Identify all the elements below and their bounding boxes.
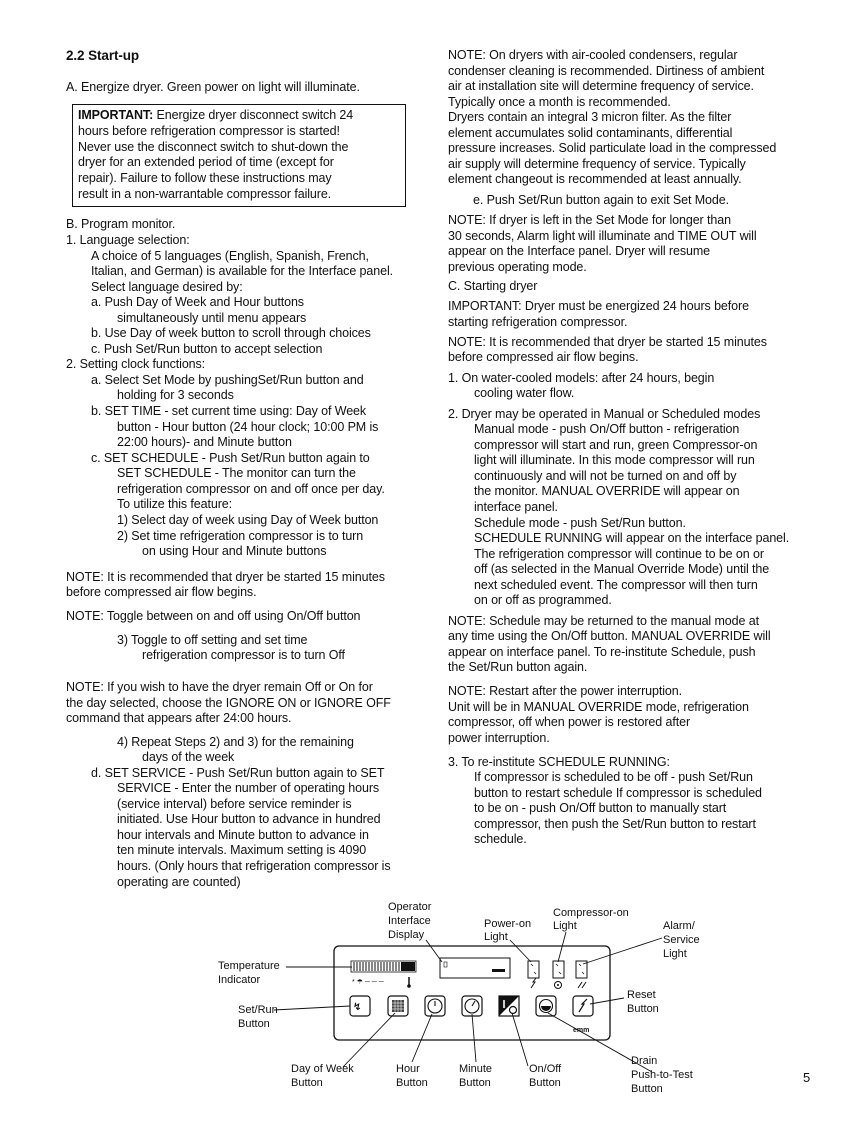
important-lead: IMPORTANT: [78,108,154,122]
label-day-of-week-2: Button [291,1077,323,1089]
substep-2: 2) Set time refrigeration compressor is to turn [117,529,364,543]
temperature-indicator [351,961,416,988]
c-item-3-line-2: button to restart schedule If compressor is scheduled [474,786,762,800]
c-item-3-line-3: to be on - push On/Off button to manually start [474,801,727,815]
right-note-timeout-3: appear on the Interface panel. Dryer will resume [448,244,711,258]
label-reset-2: Button [627,1003,659,1015]
step-c: C. Starting dryer [448,279,538,293]
important-line-2: hours before refrigeration compressor is started! [78,124,340,138]
item-2b: b. SET TIME - set current time using: Day of Week [91,404,367,418]
item-2d-cont-7: operating are counted) [117,875,241,889]
right-note-restart-3: compressor, off when power is restored after [448,715,691,729]
right-filter-3: pressure increases. Solid particulate load in the compressed [448,141,777,155]
right-note-condenser-3: air at installation site will determine frequency of service. [448,79,754,93]
c-item-2-line-6: interface panel. [474,500,558,514]
item-2a: a. Select Set Mode by pushingSet/Run button and [91,373,364,387]
right-filter-5: element changeout is recommended at least annually. [448,172,742,186]
svg-text:* ☂ ─ ─ ─: * ☂ ─ ─ ─ [352,979,384,986]
item-2d-cont-3: initiated. Use Hour button to advance in hundred [117,812,381,826]
c-item-2-line-5: the monitor. MANUAL OVERRIDE will appear on [474,484,740,498]
item-2d-cont-2: (service interval) before service reminder is [117,797,352,811]
c-item-2: 2. Dryer may be operated in Manual or Scheduled modes [448,407,761,421]
item-2d-cont-4: hour intervals and Minute button to advance in [117,828,369,842]
label-temperature-1: Temperature [218,960,280,972]
c-item-2-line-10: off (as selected in the Manual Override Mode) until the [474,562,770,576]
label-drain-3: Button [631,1083,663,1095]
set-run-button [350,996,370,1016]
important-line-5: repair). Failure to follow these instructions may [78,171,332,185]
label-set-run-1: Set/Run [238,1004,278,1016]
substep-4: 4) Repeat Steps 2) and 3) for the remaining [117,735,354,749]
important-line-6: result in a non-warrantable compressor failure. [78,187,332,201]
right-filter-4: air supply will determine frequency of service. Typically [448,157,746,171]
panel-outline [334,946,610,1040]
right-filter-1: Dryers contain an integral 3 micron filter. As the filter [448,110,732,124]
c-item-2-line-1: Manual mode - push On/Off button - refrigeration [474,422,740,436]
label-hour-2: Button [396,1077,428,1089]
c-item-2-line-8: SCHEDULE RUNNING will appear on the interface panel. [474,531,790,545]
compressor-on-light [553,961,564,989]
right-note-restart-4: power interruption. [448,731,550,745]
item-2d: d. SET SERVICE - Push Set/Run button again to SET [91,766,385,780]
drain-push-to-test-button [536,996,556,1016]
item-2e: e. Push Set/Run button again to exit Set Mode. [473,193,729,207]
minute-button [462,996,482,1016]
right-note-restart-2: Unit will be in MANUAL OVERRIDE mode, refrigeration [448,700,749,714]
item-1-line-1: A choice of 5 languages (English, Spanish, French, [91,249,369,263]
step-b: B. Program monitor. [66,217,176,231]
item-1b: b. Use Day of week button to scroll through choices [91,326,371,340]
label-set-run-2: Button [238,1018,270,1030]
c-item-2-line-7: Schedule mode - push Set/Run button. [474,516,686,530]
c-item-1-cont: cooling water flow. [474,386,575,400]
item-1-line-2: Italian, and German) is available for the Interface panel. [91,264,394,278]
day-of-week-button [388,996,408,1016]
label-alarm-1: Alarm/ [663,920,695,932]
right-note-timeout-2: 30 seconds, Alarm light will illuminate and TIME OUT will [448,229,757,243]
c-item-3: 3. To re-institute SCHEDULE RUNNING: [448,755,670,769]
label-alarm-3: Light [663,948,687,960]
c-item-3-line-4: compressor, then push the Set/Run button to restart [474,817,756,831]
c-item-2-line-12: on or off as programmed. [474,593,612,607]
page-number: 5 [803,1070,811,1085]
item-2a-cont: holding for 3 seconds [117,388,234,402]
important-text-1: Energize dryer disconnect switch 24 [153,108,354,122]
label-drain-1: Drain [631,1055,658,1067]
leader-lines [274,932,662,1072]
label-hour-1: Hour [396,1063,420,1075]
c-item-2-line-11: next scheduled event. The compressor will then turn [474,578,758,592]
label-operator-1: Operator [388,901,432,913]
item-1a: a. Push Day of Week and Hour buttons [91,295,304,309]
c-item-1: 1. On water-cooled models: after 24 hours, begin [448,371,715,385]
item-2c: c. SET SCHEDULE - Push Set/Run button again to [91,451,370,465]
item-1c: c. Push Set/Run button to accept selection [91,342,323,356]
label-compressor-on-1: Compressor-on [553,907,629,919]
label-temperature-2: Indicator [218,974,261,986]
item-2c-cont-1: SET SCHEDULE - The monitor can turn the [117,466,356,480]
item-1a-cont: simultaneously until menu appears [117,311,307,325]
right-note-restart-1: NOTE: Restart after the power interruption. [448,684,682,698]
right-note-start-2: before compressed air flow begins. [448,350,639,364]
item-1: 1. Language selection: [66,233,190,247]
right-note-schedule-1: NOTE: Schedule may be returned to the manual mode at [448,614,759,628]
important-line-3: Never use the disconnect switch to shut-down the [78,140,349,154]
label-alarm-2: Service [663,934,700,946]
c-item-3-line-5: schedule. [474,832,527,846]
label-on-off-1: On/Off [529,1063,562,1075]
label-minute-2: Button [459,1077,491,1089]
label-compressor-on-2: Light [553,920,577,932]
right-note-timeout-4: previous operating mode. [448,260,587,274]
note-3-line-3: command that appears after 24:00 hours. [66,711,292,725]
important-line-4: dryer for an extended period of time (except for [78,155,334,169]
note-3-line-1: NOTE: If you wish to have the dryer remain Off or On for [66,680,373,694]
power-on-light [528,961,539,988]
label-day-of-week-1: Day of Week [291,1063,354,1075]
right-note-schedule-3: appear on interface panel. To re-institute Schedule, push [448,645,756,659]
alarm-service-light [576,961,587,988]
brand-logo: emm [573,1027,590,1034]
label-operator-2: Interface [388,915,431,927]
item-2b-cont-1: button - Hour button (24 hour clock; 10:00 PM is [117,420,379,434]
label-operator-3: Display [388,929,425,941]
item-2d-cont-5: ten minute intervals. Maximum setting is 4090 [117,843,367,857]
note-2: NOTE: Toggle between on and off using On/Off button [66,609,361,623]
label-minute-1: Minute [459,1063,493,1075]
c-item-2-line-2: compressor will start and run, green Compressor-on [474,438,758,452]
hour-button [425,996,445,1016]
item-2c-cont-2: refrigeration compressor on and off once per day. [117,482,385,496]
label-reset-1: Reset [627,989,656,1001]
on-off-button [499,996,519,1016]
step-a: A. Energize dryer. Green power on light will illuminate. [66,80,360,94]
note-1-line-2: before compressed air flow begins. [66,585,257,599]
right-note-condenser-2: condenser cleaning is recommended. Dirtiness of ambient [448,64,765,78]
right-filter-2: element accumulates solid contaminants, differential [448,126,733,140]
label-on-off-2: Button [529,1077,561,1089]
right-note-start-1: NOTE: It is recommended that dryer be started 15 minutes [448,335,767,349]
right-note-schedule-4: the Set/Run button again. [448,660,588,674]
note-1-line-1: NOTE: It is recommended that dryer be started 15 minutes [66,570,385,584]
right-important-2: starting refrigeration compressor. [448,315,628,329]
svg-text:↯: ↯ [353,1002,362,1013]
item-2d-cont-6: hours. (Only hours that refrigeration compressor is [117,859,391,873]
item-2d-cont-1: SERVICE - Enter the number of operating hours [117,781,380,795]
c-item-2-line-3: light will illuminate. In this mode compressor will run [474,453,755,467]
right-note-condenser-1: NOTE: On dryers with air-cooled condensers, regular [448,48,738,62]
item-2c-cont-3: To utilize this feature: [117,497,233,511]
label-drain-2: Push-to-Test [631,1069,693,1081]
c-item-2-line-9: The refrigeration compressor will continue to be on or [474,547,764,561]
operator-display [440,958,510,978]
note-3-line-2: the day selected, choose the IGNORE ON or IGNORE OFF [66,696,391,710]
item-1-line-3: Select language desired by: [91,280,243,294]
substep-3-cont: refrigeration compressor is to turn Off [142,648,345,662]
right-note-timeout-1: NOTE: If dryer is left in the Set Mode for longer than [448,213,731,227]
substep-2-cont: on using Hour and Minute buttons [142,544,327,558]
right-important-1: IMPORTANT: Dryer must be energized 24 hours before [448,299,749,313]
c-item-2-line-4: continuously and will not be turned on and off by [474,469,737,483]
section-title: 2.2 Start-up [66,48,140,63]
c-item-3-line-1: If compressor is scheduled to be off - push Set/Run [474,770,753,784]
item-2b-cont-2: 22:00 hours)- and Minute button [117,435,292,449]
reset-button [573,996,593,1016]
substep-1: 1) Select day of week using Day of Week button [117,513,379,527]
right-note-schedule-2: any time using the On/Off button. MANUAL OVERRIDE will [448,629,771,643]
substep-3: 3) Toggle to off setting and set time [117,633,308,647]
right-note-condenser-4: Typically once a month is recommended. [448,95,671,109]
label-power-on-2: Light [484,931,508,943]
item-2: 2. Setting clock functions: [66,357,206,371]
label-power-on-1: Power-on [484,918,532,930]
substep-4-cont: days of the week [142,750,235,764]
